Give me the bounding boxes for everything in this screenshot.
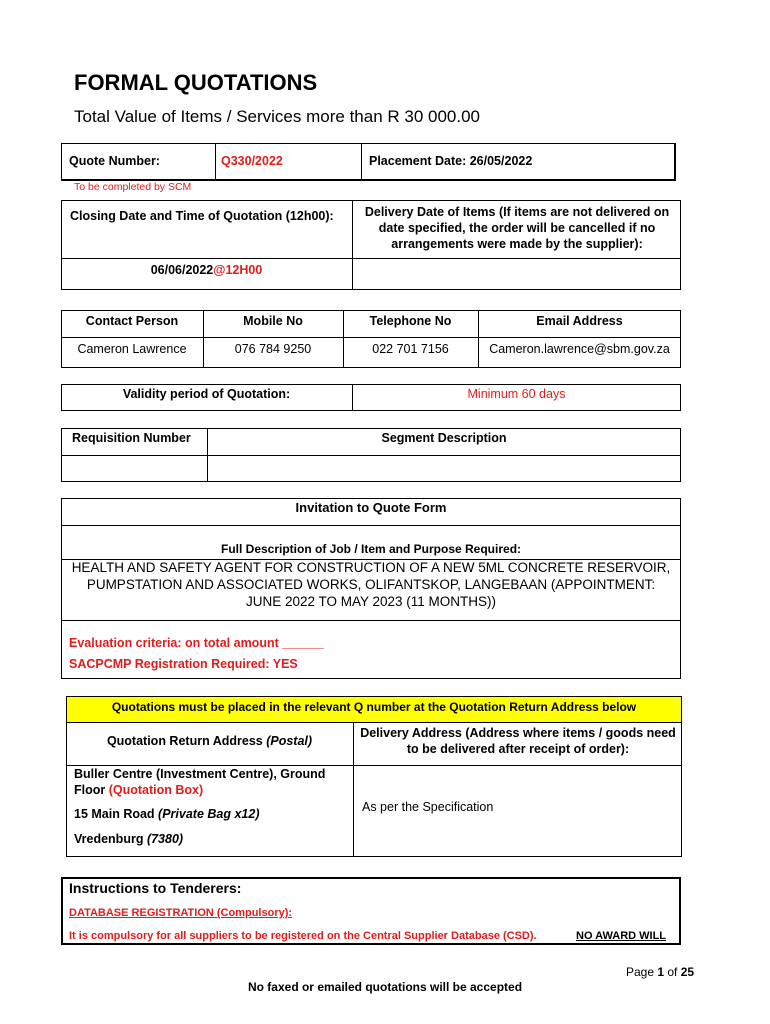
sacpcmp-requirement: SACPCMP Registration Required: YES [69, 657, 298, 671]
delivery-date-label: Delivery Date of Items (If items are not delivered on date specified, the order will be cancelled if no arrangements were made by the supplier): [364, 205, 670, 251]
address-line-1: Buller Centre (Investment Centre), Ground Floor (Quotation Box) [74, 767, 326, 797]
contact-header-telephone: Telephone No [369, 314, 452, 328]
validity-label: Validity period of Quotation: [122, 387, 291, 401]
closing-time: @12H00 [213, 263, 263, 277]
requisition-number-label: Requisition Number [72, 431, 191, 445]
page-number: Page 1 of 25 [626, 965, 695, 979]
delivery-address-value: As per the Specification [362, 800, 494, 814]
contact-telephone: 022 701 7156 [372, 342, 449, 356]
no-award-notice: NO AWARD WILL [576, 930, 667, 942]
contact-header-email: Email Address [536, 314, 623, 328]
return-address-banner-text: Quotations must be placed in the relevant Q number at the Quotation Return Address below [111, 700, 637, 714]
description-text: HEALTH AND SAFETY AGENT FOR CONSTRUCTION OF A NEW 5ML CONCRETE RESERVOIR, PUMPSTATION AND ASSOCIATED WORKS, OLIFANTSKOP, LANGEBAAN (APPOINTMENT: JUNE 2022 TO MAY 2023 (11 MONTHS)) [71, 560, 671, 609]
contact-mobile: 076 784 9250 [234, 342, 312, 356]
contact-header-mobile: Mobile No [243, 314, 303, 328]
footer-notice: No faxed or emailed quotations will be accepted [247, 980, 523, 994]
contact-person: Cameron Lawrence [77, 342, 187, 356]
placement-date: Placement Date: 26/05/2022 [369, 154, 533, 168]
contact-email[interactable]: Cameron.lawrence@sbm.gov.za [489, 342, 670, 356]
csd-requirement: It is compulsory for all suppliers to be registered on the Central Supplier Database (CSD). [69, 930, 537, 942]
database-registration: DATABASE REGISTRATION (Compulsory): [69, 907, 293, 919]
closing-date-value [61, 262, 352, 278]
address-line-3: Vredenburg (7380) [74, 832, 184, 846]
validity-value: Minimum 60 days [467, 387, 566, 401]
contact-header-person: Contact Person [85, 314, 179, 328]
quote-number-value: Q330/2022 [221, 154, 283, 168]
page-subtitle: Total Value of Items / Services more than R 30 000.00 [74, 107, 481, 126]
closing-date-label: Closing Date and Time of Quotation (12h00): [70, 209, 334, 223]
postal-address-label: Quotation Return Address (Postal) [106, 734, 313, 748]
instructions-title: Instructions to Tenderers: [69, 880, 242, 896]
scm-note: To be completed by SCM [74, 181, 192, 193]
page-title: FORMAL QUOTATIONS [74, 70, 318, 95]
quote-number-label: Quote Number: [69, 154, 160, 168]
delivery-address-label: Delivery Address (Address where items / goods need to be delivered after receipt of order): [360, 726, 676, 756]
address-line-2: 15 Main Road (Private Bag x12) [74, 807, 260, 821]
description-label: Full Description of Job / Item and Purpose Required: [220, 542, 522, 556]
segment-description-label: Segment Description [381, 431, 507, 445]
closing-date: 06/06/2022 [150, 263, 214, 277]
evaluation-criteria: Evaluation criteria: on total amount ______ [69, 636, 324, 650]
invitation-title: Invitation to Quote Form [295, 500, 447, 515]
